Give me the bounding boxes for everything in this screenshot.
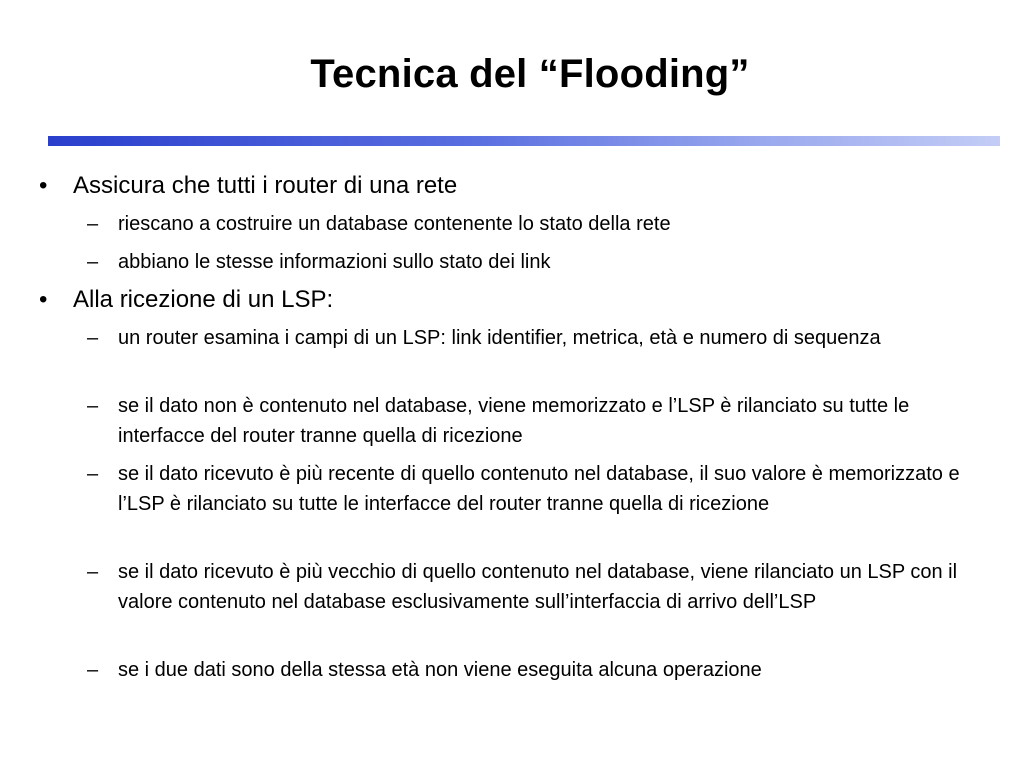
sub-item-2-2: se il dato non è contenuto nel database, viene memorizzato e l’LSP è rilanciato su tutte le interfacce del router tranne quella di ricezione	[118, 395, 910, 447]
dash-icon: –	[87, 561, 99, 583]
dash-icon: –	[87, 213, 99, 235]
sub-item-1-2: abbiano le stesse informazioni sullo stato dei link	[118, 251, 551, 273]
bullet-icon: •	[39, 172, 48, 199]
dash-icon: –	[87, 251, 99, 273]
slide-title: Tecnica del “Flooding”	[310, 52, 750, 96]
dash-icon: –	[87, 327, 99, 349]
dash-icon: –	[87, 659, 99, 681]
bullet-item-2: Alla ricezione di un LSP:	[73, 286, 334, 313]
bullet-item-1: Assicura che tutti i router di una rete	[73, 172, 458, 199]
sub-item-2-5: se i due dati sono della stessa età non viene eseguita alcuna operazione	[118, 659, 762, 681]
sub-item-2-1: un router esamina i campi di un LSP: link identifier, metrica, età e numero di sequenza	[118, 327, 881, 349]
sub-item-2-4: se il dato ricevuto è più vecchio di quello contenuto nel database, viene rilanciato un LSP con il valore contenuto nel database esclusivamente sull’interfaccia di arrivo dell’LSP	[118, 561, 958, 613]
sub-item-2-3: se il dato ricevuto è più recente di quello contenuto nel database, il suo valore è memorizzato e l’LSP è rilanciato su tutte le interfacce del router tranne quella di ricezione	[118, 463, 960, 515]
sub-item-1-1: riescano a costruire un database contenente lo stato della rete	[118, 213, 671, 235]
dash-icon: –	[87, 395, 99, 417]
dash-icon: –	[87, 463, 99, 485]
bullet-icon: •	[39, 286, 48, 313]
